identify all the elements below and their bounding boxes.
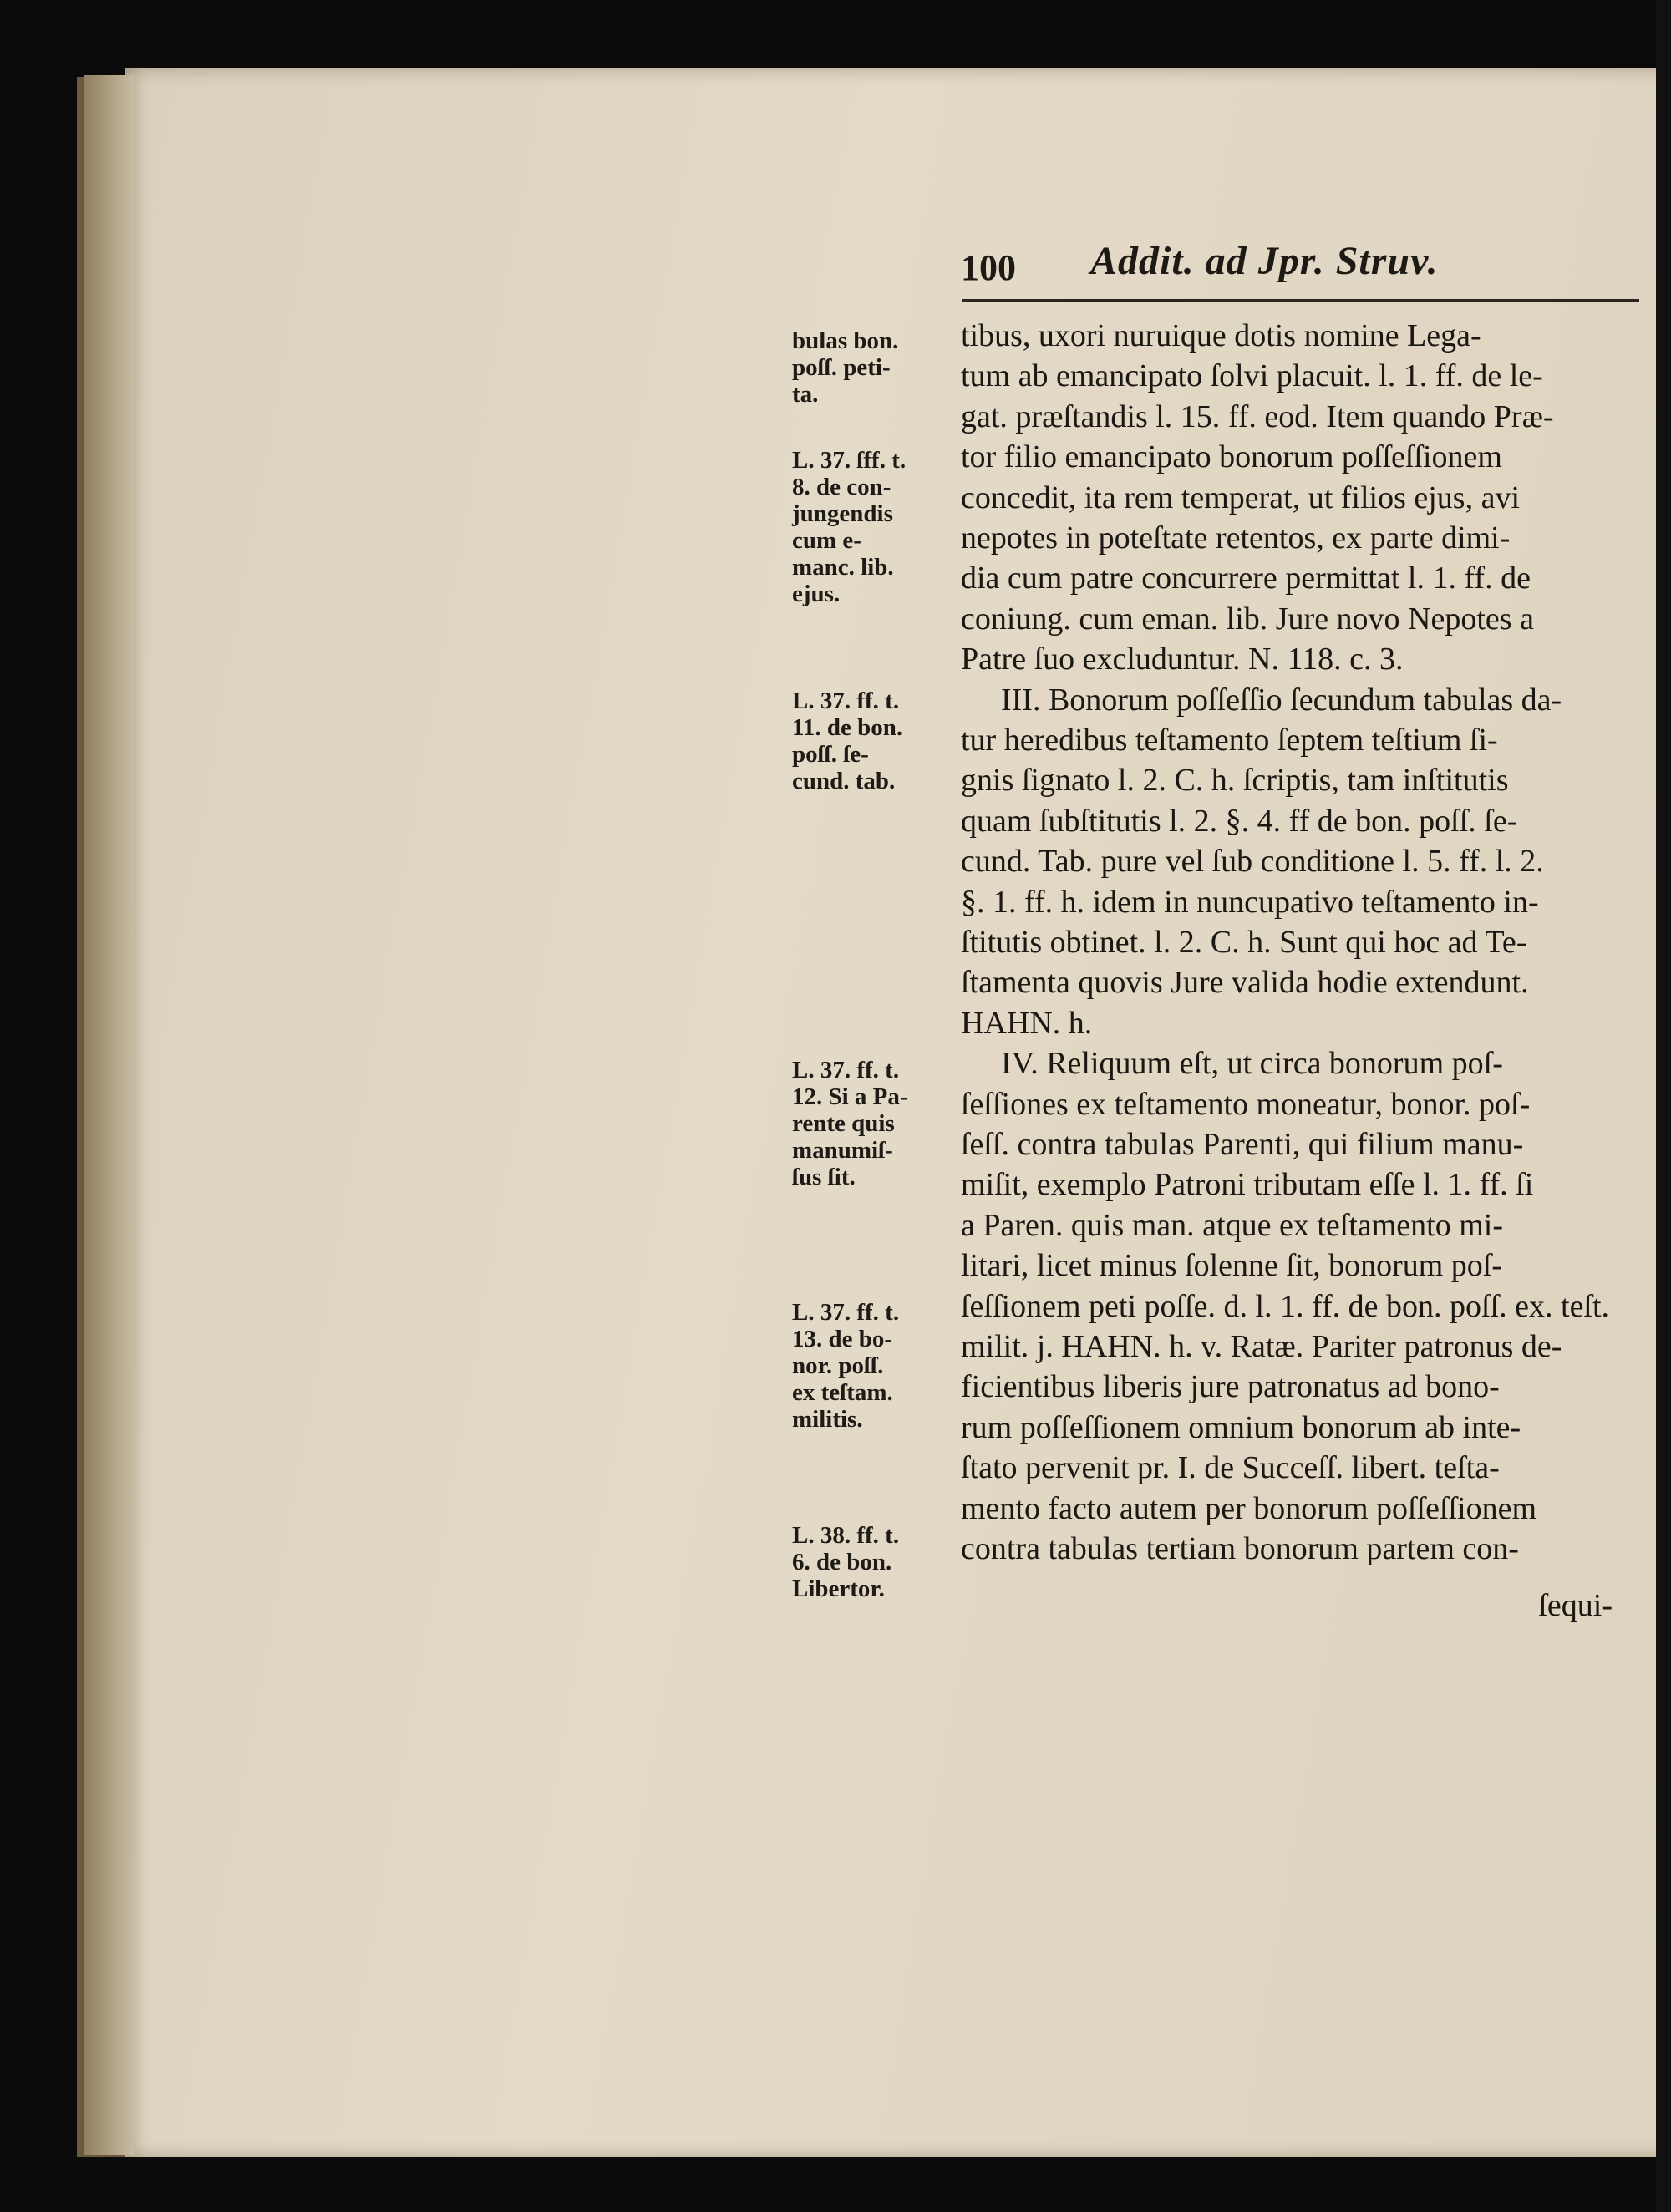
body-line: contra tabulas tertiam bonorum partem con- — [961, 1531, 1519, 1566]
body-line: ſeſſionem peti poſſe. d. l. 1. ff. de bon. poſſ. ex. teſt. — [961, 1288, 1610, 1324]
running-head — [961, 238, 1654, 297]
catchword: ſequi- — [1538, 1588, 1613, 1623]
body-line: ſtato pervenit pr. I. de Succeſſ. libert. teſta- — [961, 1450, 1500, 1486]
body-line: tur heredibus teſtamento ſeptem teſtium ſi- — [961, 723, 1498, 758]
body-line: ficientibus liberis jure patronatus ad bono- — [961, 1369, 1500, 1405]
body-line: concedit, ita rem temperat, ut filios ejus, avi — [961, 479, 1521, 515]
body-line: milit. j. HAHN. h. v. Ratæ. Pariter patronus de- — [961, 1329, 1562, 1364]
page-number: 100 — [961, 247, 1016, 288]
body-line: ſeſſ. contra tabulas Parenti, qui filium manu- — [961, 1127, 1524, 1162]
body-line: III. Bonorum poſſeſſio ſecundum tabulas da- — [1001, 682, 1562, 718]
body-line: coniung. cum eman. lib. Jure novo Nepotes a — [961, 601, 1534, 637]
body-line: gat. præſtandis l. 15. ff. eod. Item quando Præ- — [961, 398, 1554, 434]
body-line: HAHN. h. — [961, 1005, 1093, 1041]
body-line: tum ab emancipato ſolvi placuit. l. 1. ff. de le- — [961, 358, 1543, 394]
margin-note: L. 37. ff. t. 11. de bon. poſſ. ſe- cund. tab. — [792, 687, 903, 794]
running-head-title: Addit. ad Jpr. Struv. — [1090, 239, 1439, 283]
body-line: miſit, exemplo Patroni tributam eſſe l. 1. ff. ſi — [961, 1167, 1534, 1203]
margin-note: L. 37. ff. t. 13. de bo- nor. poſſ. ex teſtam. militis. — [792, 1299, 900, 1433]
body-line: nepotes in poteſtate retentos, ex parte dimi- — [961, 520, 1511, 556]
page-gutter — [84, 75, 134, 2155]
body-line: §. 1. ff. h. idem in nuncupativo teſtamento in- — [961, 884, 1539, 920]
body-line: rum poſſeſſionem omnium bonorum ab inte- — [961, 1409, 1521, 1445]
body-line: tibus, uxori nuruique dotis nomine Lega- — [961, 318, 1481, 353]
body-line: cund. Tab. pure vel ſub conditione l. 5. ff. l. 2. — [961, 844, 1544, 880]
body-line: litari, licet minus ſolenne ſit, bonorum poſ- — [961, 1248, 1503, 1284]
body-line: tor filio emancipato bonorum poſſeſſionem — [961, 439, 1502, 475]
body-line: mento facto autem per bonorum poſſeſſionem — [961, 1490, 1537, 1526]
body-line: ſeſſiones ex teſtamento moneatur, bonor. poſ- — [961, 1086, 1531, 1122]
body-line: ſtamenta quovis Jure valida hodie extendunt. — [961, 965, 1529, 1001]
body-line: quam ſubſtitutis l. 2. §. 4. ff de bon. poſſ. ſe- — [961, 803, 1518, 839]
body-line: dia cum patre concurrere permittat l. 1. ff. de — [961, 561, 1531, 596]
margin-note: L. 37. ſff. t. 8. de con- jungendis cum e- manc. lib. ejus. — [792, 447, 907, 607]
margin-note: L. 37. ff. t. 12. Si a Pa- rente quis manumiſ- ſus ſit. — [792, 1057, 908, 1190]
body-line: a Paren. quis man. atque ex teſtamento mi- — [961, 1207, 1503, 1243]
margin-note: L. 38. ff. t. 6. de bon. Libertor. — [792, 1522, 900, 1602]
body-line: gnis ſignato l. 2. C. h. ſcriptis, tam inſtitutis — [961, 763, 1509, 799]
body-line: Patre ſuo excluduntur. N. 118. c. 3. — [961, 642, 1404, 677]
body-line: IV. Reliquum eſt, ut circa bonorum poſ- — [1001, 1046, 1503, 1082]
margin-note: bulas bon. poſſ. peti- ta. — [792, 327, 899, 408]
header-rule — [962, 299, 1639, 302]
body-line: ſtitutis obtinet. l. 2. C. h. Sunt qui hoc ad Te- — [961, 925, 1527, 960]
scan-border — [1656, 0, 1671, 2212]
